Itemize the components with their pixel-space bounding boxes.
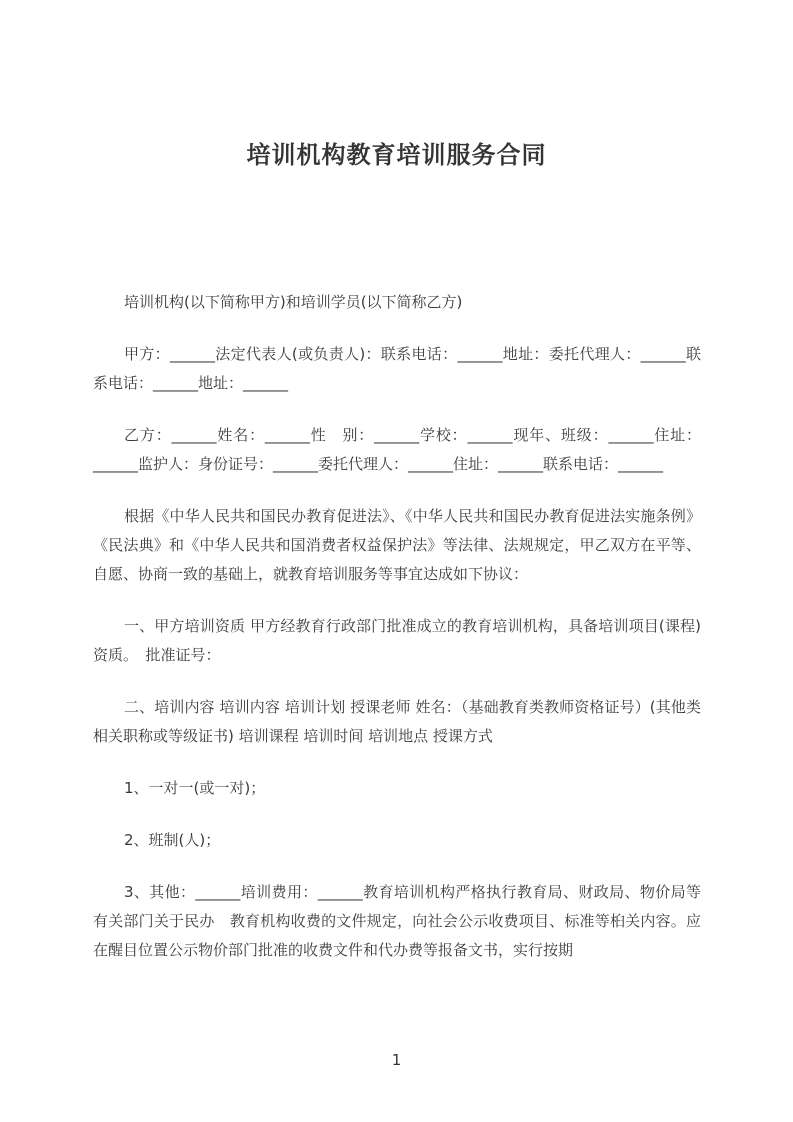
page-number: 1: [391, 1051, 402, 1069]
clause-2-training-content-paragraph: 二、培训内容 培训内容 培训计划 授课老师 姓名：（基础教育类教师资格证号）(其他类相关职称或等级证书) 培训课程 培训时间 培训地点 授课方式: [93, 698, 701, 745]
party-b-paragraph: 乙方：______姓名：______性 别：______学校：______现年、班级：______住址：______监护人：身份证号：______委托代理人：______住址：______联系电话：______: [93, 426, 701, 473]
list-item-1-one-on-one: 1、一对一(或一对)；: [124, 779, 266, 797]
document-title: 培训机构教育培训服务合同: [246, 141, 547, 169]
intro-paragraph: 培训机构(以下简称甲方)和培训学员(以下简称乙方): [124, 293, 463, 311]
party-a-paragraph: 甲方：______法定代表人(或负责人)：联系电话：______地址：委托代理人：______联系电话：______地址：______: [93, 345, 701, 392]
list-item-2-class-size: 2、班制(人)；: [124, 831, 221, 849]
legal-basis-paragraph: 根据《中华人民共和国民办教育促进法》、《中华人民共和国民办教育促进法实施条例》《民法典》和《中华人民共和国消费者权益保护法》等法律、法规规定，甲乙双方在平等、自愿、协商一致的基础上，就教育培训服务等事宜达成如下协议：: [93, 507, 701, 583]
clause-1-training-qualification-paragraph: 一、甲方培训资质 甲方经教育行政部门批准成立的教育培训机构，具备培训项目(课程)资质。 批准证号：: [93, 617, 701, 664]
list-item-3-fees-paragraph: 3、其他：______培训费用：______教育培训机构严格执行教育局、财政局、物价局等有关部门关于民办 教育机构收费的文件规定，向社会公示收费项目、标准等桕关内容。应在醒目位置公示物价部门批准的收费文件和代办费等报备文书，实行按期: [93, 883, 701, 959]
document-body: [93, 288, 701, 988]
